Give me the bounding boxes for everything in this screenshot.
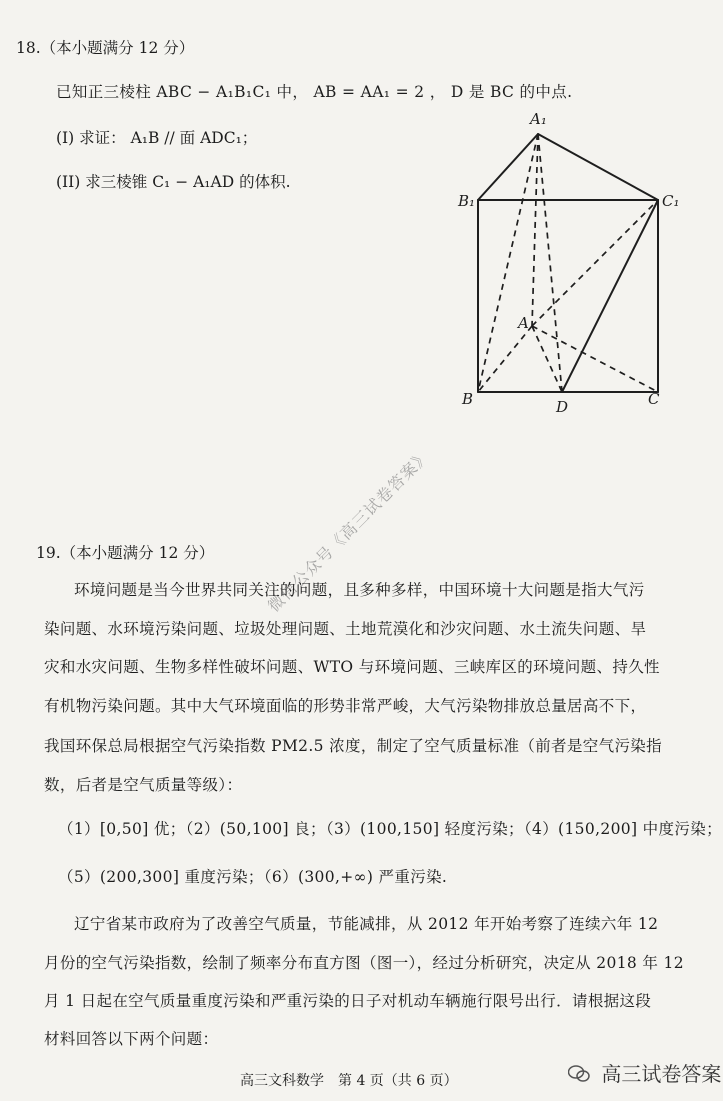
q19-para1-line: 我国环保总局根据空气污染指数 PM2.5 浓度，制定了空气质量标准（前者是空气污染指 bbox=[44, 737, 663, 755]
q19-para1-line: 染问题、水环境污染问题、垃圾处理问题、土地荒漠化和沙灾问题、水土流失问题、旱 bbox=[44, 620, 647, 638]
segment-AC1-hidden bbox=[532, 200, 658, 326]
q19-para2-line: 月份的空气污染指数，绘制了频率分布直方图（图一），经过分析研究，决定从 2018 年 12 bbox=[44, 954, 684, 972]
page-footer: 高三文科数学 第 4 页（共 6 页） bbox=[240, 1073, 458, 1089]
edge-A1B1 bbox=[478, 134, 538, 200]
q19-para1-line: 数，后者是空气质量等级）： bbox=[44, 776, 243, 794]
edge-A1C1 bbox=[538, 134, 658, 200]
label-A: A bbox=[518, 314, 529, 332]
q18-part1: (I) 求证： A₁B // 面 ADC₁； bbox=[56, 129, 258, 147]
edge-AB-hidden bbox=[478, 326, 532, 392]
q19-levels-line1: （1）[0,50] 优；（2）(50,100] 良；（3）(100,150] 轻度污染；（4）(150,200] 中度污染； bbox=[58, 820, 722, 838]
badge-text: 高三试卷答案 bbox=[601, 1062, 722, 1086]
q19-para2-line: 材料回答以下两个问题： bbox=[44, 1030, 219, 1048]
edge-AC-hidden bbox=[532, 326, 658, 392]
q19-para1-line: 环境问题是当今世界共同关注的问题，且多种多样，中国环境十大问题是指大气污 bbox=[74, 581, 645, 599]
q19-levels-line2: （5）(200,300] 重度污染；（6）(300,+∞) 严重污染. bbox=[58, 868, 448, 886]
segment-C1D bbox=[562, 200, 658, 392]
label-C: C bbox=[648, 390, 660, 408]
label-D: D bbox=[556, 398, 569, 416]
label-C1: C₁ bbox=[662, 192, 680, 210]
q18-part2: (II) 求三棱锥 C₁ − A₁AD 的体积. bbox=[56, 173, 291, 191]
q19-para1-line: 灾和水灾问题、生物多样性破坏问题、WTO 与环境问题、三峡库区的环境问题、持久性 bbox=[44, 658, 660, 676]
q18-given: 已知正三棱柱 ABC − A₁B₁C₁ 中， AB = AA₁ = 2 ， D 是 BC 的中点. bbox=[56, 83, 573, 101]
q18-header: 18.（本小题满分 12 分） bbox=[16, 39, 195, 57]
label-A1: A₁ bbox=[530, 110, 547, 128]
wechat-icon bbox=[568, 1066, 595, 1086]
q19-para2-line: 月 1 日起在空气质量重度污染和严重污染的日子对机动车辆施行限号出行．请根据这段 bbox=[44, 992, 652, 1010]
q19-para2-line: 辽宁省某市政府为了改善空气质量，节能减排，从 2012 年开始考察了连续六年 12 bbox=[74, 915, 659, 933]
segment-A1B-hidden bbox=[478, 134, 538, 392]
q19-para1-line: 有机物污染问题。其中大气环境面临的形势非常严峻，大气污染物排放总量居高不下， bbox=[44, 697, 647, 715]
segment-A1D-hidden bbox=[538, 134, 562, 392]
edge-A1A-hidden bbox=[532, 134, 538, 326]
label-B1: B₁ bbox=[458, 192, 476, 210]
watermark: 微信公众号《高三试卷答案》 bbox=[264, 445, 434, 616]
prism-figure bbox=[440, 100, 710, 430]
wechat-badge bbox=[568, 1058, 721, 1087]
q19-header: 19.（本小题满分 12 分） bbox=[36, 544, 215, 562]
label-B: B bbox=[462, 390, 474, 408]
